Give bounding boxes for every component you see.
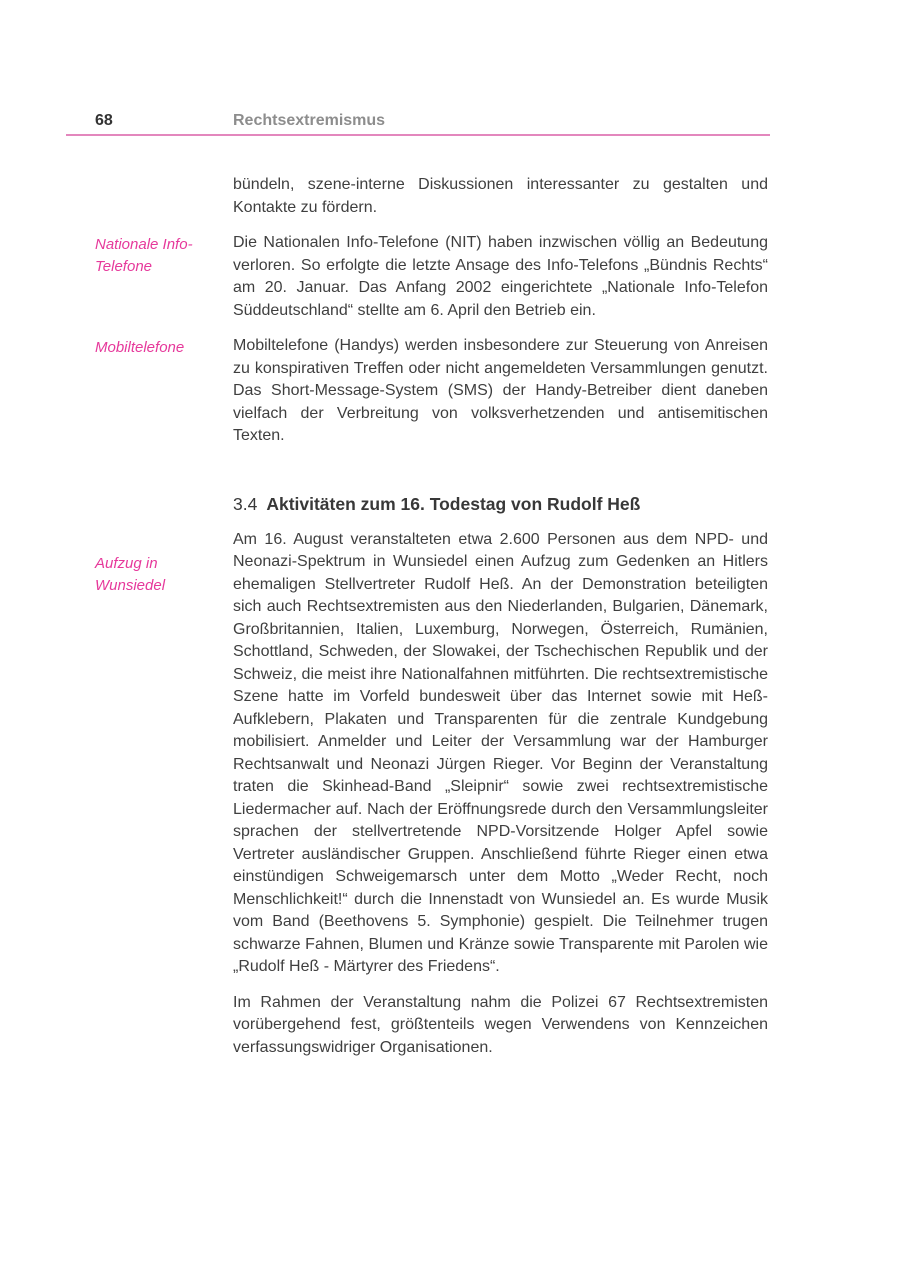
body-paragraph: Am 16. August veranstalteten etwa 2.600 Personen aus dem NPD- und Neonazi-Spektrum in Wunsiedel einen Aufzug zum Gedenken an Hitlers ehemaligen Stellvertreter Rudolf Heß. An der Demonstration beteiligten sich auch Rechtsextremisten aus den Niederlanden, Bulgarien, Dänemark, Großbritannien, Italien, Luxemburg, Norwegen, Österreich, Rumänien, Schottland, Schweden, der Slowakei, der Tschechischen Republik und der Schweiz, die meist ihre Nationalfahnen mitführten. Die rechtsextremistische Szene hatte im Vorfeld bundesweit über das Internet sowie mit Heß-Aufklebern, Plakaten und Transparenten für die zentrale Kundgebung mobilisiert. Anmelder und Leiter der Versammlung war der Hamburger Rechtsanwalt und Neonazi Jürgen Rieger. Vor Beginn der Veranstaltung traten die Skinhead-Band „Sleipnir“ sowie zwei rechtsextremistische Liedermacher auf. Nach der Eröffnungsrede durch den Versammlungsleiter sprachen der stellvertretende NPD-Vorsitzende Holger Apfel sowie Vertreter ausländischer Gruppen. Anschließend führte Rieger einen etwa einstündigen Schweigemarsch unter dem Motto „Weder Recht, noch Menschlichkeit!“ durch die Innenstadt von Wunsiedel an. Es wurde Musik vom Band (Beethovens 5. Symphonie) gespielt. Die Teilnehmer trugen schwarze Fahnen, Blumen und Kränze sowie Transparente mit Parolen wie „Rudolf Heß - Märtyrer des Friedens“.: [233, 530, 768, 975]
paragraph-block: [95, 529, 768, 979]
page-number: 68: [95, 112, 113, 129]
section-heading: [233, 492, 768, 516]
section-number: 3.4: [233, 493, 258, 514]
margin-note: [95, 492, 207, 494]
body-paragraph: Die Nationalen Info-Telefone (NIT) haben inzwischen völlig an Bedeutung verloren. So erfolgte die letzte Ansage des Info-Telefons „Bündnis Rechts“ am 20. Januar. Das Anfang 2002 eingerichtete „Nationale Info-Telefon Süddeutschland“ stellte am 6. April den Betrieb ein.: [233, 234, 768, 319]
page-body: [95, 174, 768, 1059]
margin-note: [95, 992, 207, 994]
body-paragraph: Mobiltelefone (Handys) werden insbesondere zur Steuerung von Anreisen zu konspirativen Treffen oder nicht angemeldeten Versammlungen genutzt. Das Short-Message-System (SMS) der Handy-Betreiber dient daneben vielfach der Verbreitung von volksverhetzenden und antisemitischen Texten.: [233, 337, 768, 444]
paragraph-block: [95, 174, 768, 219]
margin-note: Mobiltelefone: [95, 339, 185, 356]
section-title: Aktivitäten zum 16. Todestag von Rudolf Heß: [266, 493, 641, 514]
body-paragraph: Im Rahmen der Veranstaltung nahm die Polizei 67 Rechtsextremisten vorübergehend fest, größtenteils wegen Verwendens von Kennzeichen verfassungswidriger Organisationen.: [233, 993, 768, 1056]
paragraph-block: [95, 335, 768, 448]
running-head-title: Rechtsextremismus: [233, 112, 386, 129]
running-header: [66, 112, 770, 136]
margin-note: [95, 174, 207, 176]
margin-note: Aufzug in Wunsiedel: [95, 554, 166, 594]
paragraph-block: [95, 232, 768, 322]
body-paragraph: bündeln, szene-interne Diskussionen interessanter zu gestalten und Kontakte zu fördern.: [233, 176, 768, 216]
paragraph-block: [95, 992, 768, 1060]
section-heading-block: [95, 492, 768, 516]
margin-note: Nationale Info-Telefone: [95, 236, 193, 275]
